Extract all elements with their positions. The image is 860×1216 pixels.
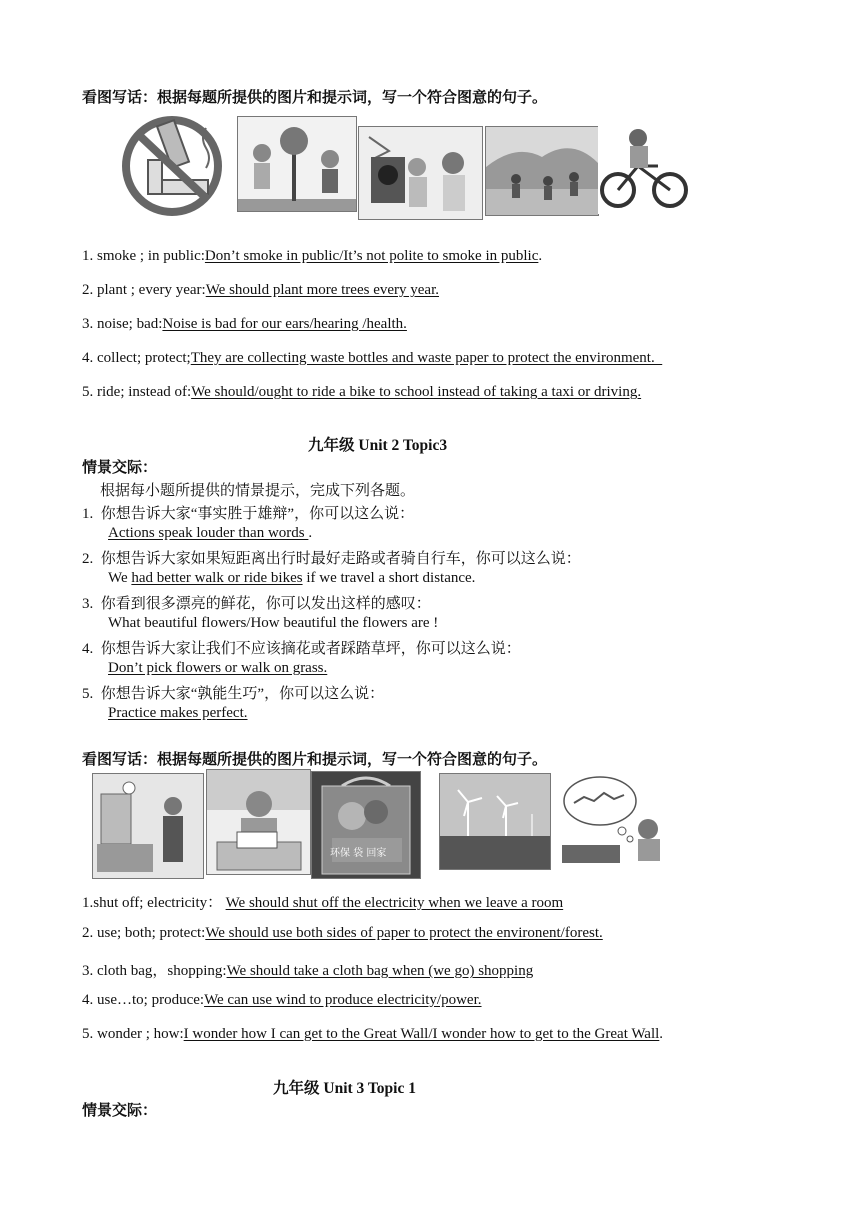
s1-item-1: 1. smoke ; in public:Don’t smoke in public/It’s not polite to smoke in public.: [82, 248, 543, 264]
student-paper-icon: [207, 770, 310, 874]
no-smoking-picture: [118, 110, 226, 218]
s3-answer-2: We should use both sides of paper to protect the environent/forest.: [205, 925, 603, 941]
planting-trees-icon: [238, 117, 356, 211]
great-wall-thought-picture: [560, 773, 672, 865]
wind-turbines-picture: [439, 773, 551, 870]
cloth-bag-icon: [312, 772, 420, 878]
s1-answer-5: We should/ought to ride a bike to school instead of taking a taxi or driving.: [191, 384, 642, 400]
section2-intro: 根据每小题所提供的情景提示，完成下列各题。: [100, 483, 416, 499]
cloth-bag-picture: [311, 771, 421, 879]
s2-question-5: 5. 你想告诉大家“孰能生巧”，你可以这么说：: [82, 686, 385, 702]
s1-item-2: 2. plant ; every year:We should plant more trees every year.: [82, 282, 439, 298]
s1-item-3: 3. noise; bad:Noise is bad for our ears/hearing /health.: [82, 316, 407, 332]
s2-answer-5: Practice makes perfect.: [108, 705, 248, 721]
s3-item-1: 1.shut off; electricity： We should shut off the electricity when we leave a room: [82, 895, 564, 911]
s2-answer-2: We had better walk or ride bikes if we travel a short distance.: [108, 570, 476, 586]
bag-label: 环保 袋 回家: [330, 848, 387, 859]
s3-answer-3: We should take a cloth bag when (we go) shopping: [226, 963, 534, 979]
s2-question-3: 3. 你看到很多漂亮的鲜花，你可以发出这样的感叹：: [82, 596, 431, 612]
light-switch-room-icon: [93, 774, 203, 878]
section4-label: 情景交际：: [82, 1103, 158, 1119]
bicycle-icon: [598, 126, 690, 214]
wind-turbine-icon: [440, 774, 550, 869]
s3-answer-5: I wonder how I can get to the Great Wall/I wonder how to get to the Great Wall: [183, 1026, 660, 1042]
s3-answer-4: We can use wind to produce electricity/power.: [204, 992, 482, 1008]
s3-item-5: 5. wonder ; how:I wonder how I can get to the Great Wall/I wonder how to get to the Great Wall.: [82, 1026, 664, 1042]
no-smoking-icon: [118, 110, 226, 218]
s2-answer-1: Actions speak louder than words .: [108, 525, 313, 541]
s1-item-4: 4. collect; protect;They are collecting waste bottles and waste paper to protect the environment.: [82, 350, 663, 366]
s3-answer-1: We should shut off the electricity when we leave a room: [225, 895, 564, 911]
section2-title: 九年级 Unit 2 Topic3: [308, 437, 448, 454]
s2-question-2: 2. 你想告诉大家如果短距离出行时最好走路或者骑自行车，你可以这么说：: [82, 551, 581, 567]
section4-title: 九年级 Unit 3 Topic 1: [273, 1080, 416, 1097]
s1-answer-2: We should plant more trees every year.: [205, 282, 439, 298]
planting-trees-picture: [237, 116, 357, 212]
reading-paper-picture: [206, 769, 311, 875]
section3-instruction: 看图写话：根据每题所提供的图片和提示词，写一个符合图意的句子。: [82, 752, 548, 768]
collecting-waste-picture: [485, 126, 599, 216]
loudspeaker-noise-icon: [359, 127, 482, 219]
s3-item-4: 4. use…to; produce:We can use wind to produce electricity/power.: [82, 992, 482, 1008]
section1-instruction: 看图写话：根据每题所提供的图片和提示词，写一个符合图意的句子。: [82, 90, 548, 106]
riding-bike-picture: [598, 126, 690, 214]
s1-answer-3: Noise is bad for our ears/hearing /health.: [162, 316, 407, 332]
s3-item-3: 3. cloth bag，shopping:We should take a cloth bag when (we go) shopping: [82, 963, 534, 979]
s2-question-4: 4. 你想告诉大家让我们不应该摘花或者踩踏草坪，你可以这么说：: [82, 641, 521, 657]
s2-question-1: 1. 你想告诉大家“事实胜于雄辩”，你可以这么说：: [82, 506, 415, 522]
s2-answer-3: What beautiful flowers/How beautiful the flowers are !: [108, 615, 439, 631]
s2-answer-4: Don’t pick flowers or walk on grass.: [108, 660, 328, 676]
room-light-picture: [92, 773, 204, 879]
noise-picture: [358, 126, 483, 220]
s1-item-5: 5. ride; instead of:We should/ought to ride a bike to school instead of taking a taxi or driving.: [82, 384, 642, 400]
section2-label: 情景交际：: [82, 460, 158, 476]
thought-bubble-great-wall-icon: [560, 773, 672, 865]
s1-answer-4: They are collecting waste bottles and waste paper to protect the environment.: [190, 350, 663, 366]
s1-answer-1: Don’t smoke in public/It’s not polite to smoke in public: [204, 248, 539, 264]
collecting-waste-icon: [486, 127, 598, 215]
s3-item-2: 2. use; both; protect:We should use both sides of paper to protect the environent/forest.: [82, 925, 603, 941]
